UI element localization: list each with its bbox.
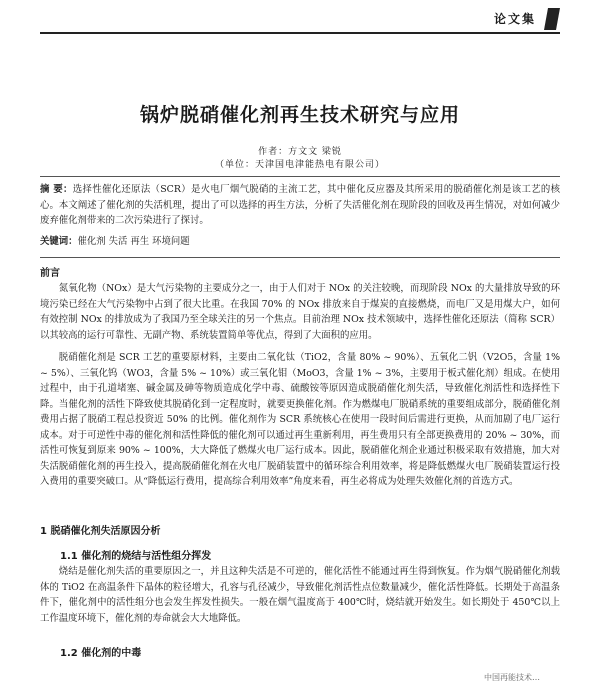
preface-heading: 前言 (40, 268, 60, 279)
abstract-text: 选择性催化还原法（SCR）是火电厂烟气脱硝的主流工艺，其中催化反应器及其所采用的脱硝催化剂是该工艺的核心。本文阐述了催化剂的失活机理，提出了可以选择的再生方法，分析了失活催化剂在现阶段的回收及再生情况，对如何减少废弃催化剂带来的二次污染进行了探讨。 (40, 184, 560, 226)
affiliation: （单位：天津国电津能热电有限公司） (214, 160, 385, 170)
keywords-label: 关键词： (40, 236, 78, 247)
abstract (40, 182, 560, 229)
preface-paragraph-2: 脱硝催化剂是 SCR 工艺的重要原材料，主要由二氧化钛（TiO2，含量 80% ~ 90%）、五氧化二钒（V2O5，含量 1% ~ 5%）、三氧化钨（WO3，含量 5% ~ 10%）或三氧化钼（MoO3，含量 1% ~ 3%，主要用于板式催化剂）组成。在使用过程中，由于孔道堵塞、碱金属及砷等物质造成化学中毒、硫酸铵等原因造成脱硝催化剂失活，导致催化剂活性和选择性下降。当催化剂的活性下降致使其脱硝化到一定程度时，就要更换催化剂。作为燃煤电厂脱硝系统的重要组成部分，脱硝催化剂费用占据了脱硝工程总投资近 50% 的比例。催化剂作为 SCR 系统核心在使用一段时间后需进行更换，从而加剧了电厂运行成本。对于可逆性中毒的催化剂和活性降低的催化剂可以通过再生重新利用，再生费用只有全部更换费用的 20% ~ 30%，而活性可恢复到原来 90% ~ 100%，大大降低了燃煤火电厂运行成本。因此，脱硝催化剂企业通过积极采取有效措施，加大对失活脱硝催化剂的再生投入，提高脱硝催化剂在火电厂脱硝装置中的循环综合利用效率，将是降低燃煤火电厂脱硝装置运行投入费用的重要突破口。从“降低运行费用，提高综合利用效率”角度来看，再生必将成为处理失效催化剂的首选方式。 (40, 352, 560, 487)
keywords (40, 234, 560, 250)
article-title: 锅炉脱硝催化剂再生技术研究与应用 (139, 104, 460, 126)
section-1-2-heading: 1.2 催化剂的中毒 (60, 648, 142, 659)
section-1-1-heading: 1.1 催化剂的烧结与活性组分挥发 (60, 551, 212, 562)
footer-text: 中国再能技术… (484, 673, 540, 682)
header-rule (40, 32, 560, 34)
corner-bar-mark-icon (544, 8, 560, 30)
section-1-1-paragraph: 烧结是催化剂失活的重要原因之一，并且这种失活是不可逆的，催化活性不能通过再生得到恢复。作为烟气脱硝催化剂载体的 TiO2 在高温条件下晶体的粒径增大，孔容与孔径减少，导致催化剂活性点位数量减少，催化活性降低。长期处于高温条件下，催化剂中的活性组分也会发生挥发性损失。一般在烟气温度高于 400℃时，烧结就开始发生。如长期处于 450℃以上工作温度环境下，催化剂的寿命就会大大地降低。 (40, 566, 560, 624)
keywords-text: 催化剂 失活 再生 环境问题 (77, 236, 190, 247)
author-line: 作者：方文文 梁锐 (258, 147, 342, 157)
abstract-label: 摘 要： (40, 184, 73, 195)
section-tag: 论文集 (493, 12, 536, 26)
preface-paragraph-1: 氮氧化物（NOx）是大气污染物的主要成分之一，由于人们对于 NOx 的关注较晚，而现阶段 NOx 的大量排放导致的环境污染已经在大气污染物中占到了很大比重。在我国 70% 的 NOx 排放来自于煤炭的直接燃烧，而电厂又是用煤大户，如何有效控制 NOx 的排放成为了我国乃至全球关注的另一个焦点。目前治理 NOx 技术领域中，选择性催化还原法（简称 SCR）以其较高的运行可靠性、无副产物、系统装置简单等优点，得到了大面积的应用。 (40, 283, 560, 341)
section-1-heading: 1 脱硝催化剂失活原因分析 (40, 526, 161, 537)
